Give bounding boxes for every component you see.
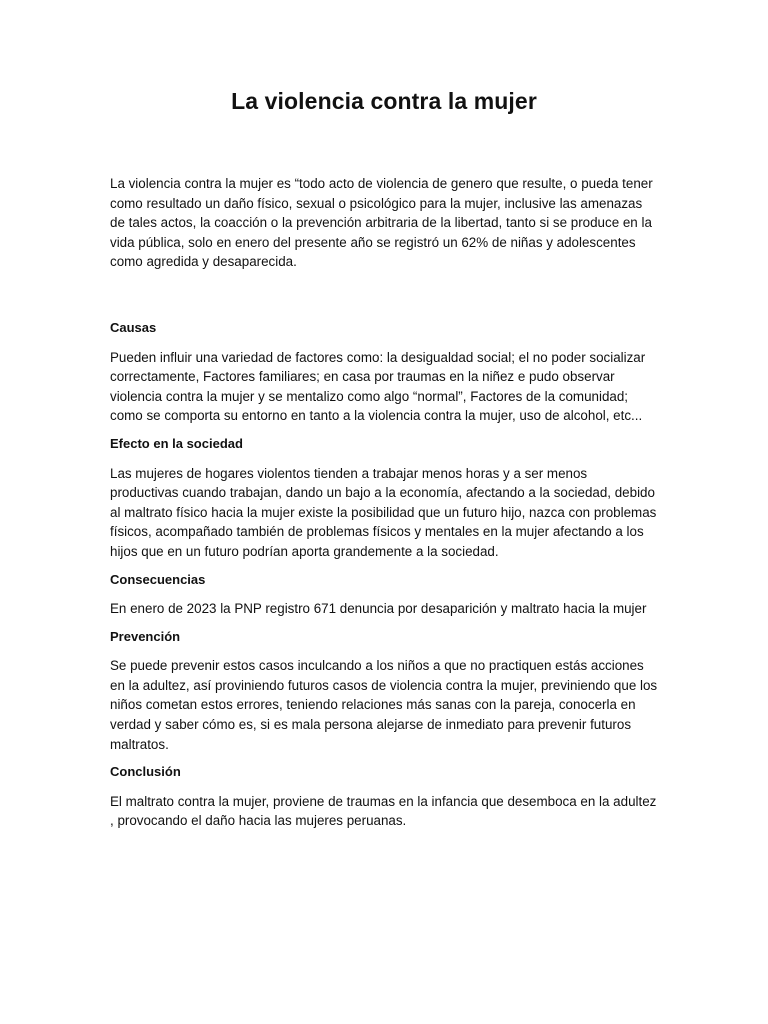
section-heading: Conclusión xyxy=(110,764,181,780)
section-paragraph: En enero de 2023 la PNP registro 671 denuncia por desaparición y maltrato hacia la mujer xyxy=(110,601,647,617)
section-heading: Consecuencias xyxy=(110,571,206,587)
document-title: La violencia contra la mujer xyxy=(231,88,537,114)
section-paragraph: El maltrato contra la mujer, proviene de traumas en la infancia que desemboca en la adultez , provocando el daño hacia las mujeres peruanas. xyxy=(110,793,657,829)
section-heading: Causas xyxy=(110,319,157,335)
section-paragraph: Se puede prevenir estos casos inculcando a los niños a que no practiquen estás acciones en la adultez, así proviniendo futuros casos de violencia contra la mujer, previniendo que los niños cometan estos errores, teniendo relaciones más sanas con la pareja, conocerla en verdad y saber cómo es, si es mala persona alejarse de inmediato para prevenir futuros maltratos. xyxy=(110,658,658,752)
intro-paragraph: La violencia contra la mujer es “todo acto de violencia de genero que resulte, o pueda tener como resultado un daño físico, sexual o psicológico para la mujer, inclusive las amenazas de tales actos, la coacción o la prevención arbitraria de la libertad, tanto si se produce en la vida pública, solo en enero del presente año se registró un 62% de niñas y adolescentes como agredida y desaparecida. xyxy=(110,176,653,270)
section-paragraph: Las mujeres de hogares violentos tienden a trabajar menos horas y a ser menos productivas cuando trabajan, dando un bajo a la economía, afectando a la sociedad, debido al maltrato físico hacia la mujer existe la posibilidad que un futuro hijo, nazca con problemas físicos, acompañado también de problemas físicos y mentales en la mujer afectando a los hijos que en un futuro podrían aporta grandemente a la sociedad. xyxy=(110,465,657,559)
section-conclusion xyxy=(110,762,658,831)
section-efecto xyxy=(110,434,658,562)
section-causas xyxy=(110,318,658,426)
document-body xyxy=(110,174,658,839)
section-paragraph: Pueden influir una variedad de factores como: la desigualdad social; el no poder socializar correctamente, Factores familiares; en casa por traumas en la niñez e pudo observar violencia contra la mujer y se mentalizo como algo “normal”, Factores de la comunidad; como se comporta su entorno en tanto a la violencia contra la mujer, uso de alcohol, etc... xyxy=(110,349,646,424)
section-heading: Prevención xyxy=(110,628,181,644)
section-prevencion xyxy=(110,627,658,755)
section-consecuencias xyxy=(110,570,658,619)
section-heading: Efecto en la sociedad xyxy=(110,435,243,451)
